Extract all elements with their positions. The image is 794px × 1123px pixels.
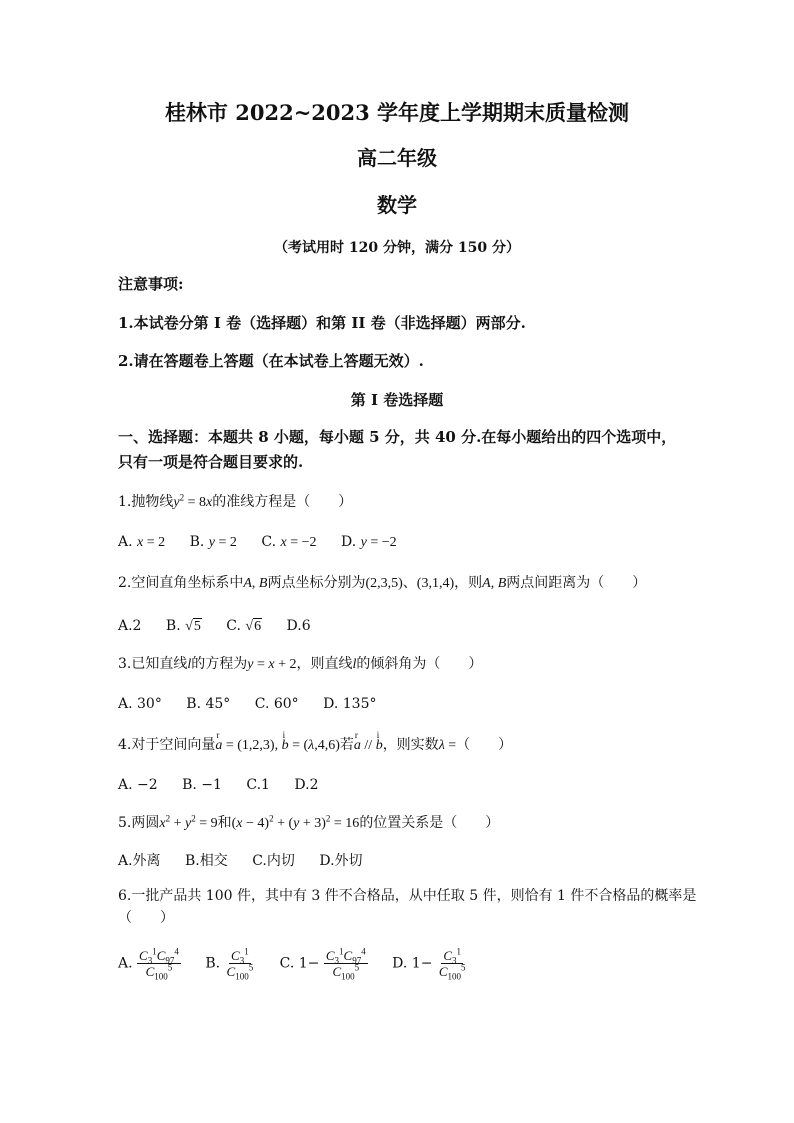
option-d: D. y = −2 xyxy=(340,534,397,550)
question-5-options xyxy=(118,852,383,870)
option-d: D.外切 xyxy=(319,853,363,869)
option-c: C. √6 xyxy=(226,618,262,634)
notice-item-2: 2.请在答题卷上答题（在本试卷上答题无效）. xyxy=(118,352,424,370)
option-c: C. x = −2 xyxy=(261,534,317,550)
question-6-line-2: （ ） xyxy=(118,910,174,926)
option-a: A. 30° xyxy=(118,696,162,712)
exam-time-info: （考试用时 120 分钟，满分 150 分） xyxy=(274,240,520,256)
question-5: 5.两圆$x^2 + y^2 = 9$和$(x - 4)^2 + (y + 3)^2 = 16$的位置关系是（ ） xyxy=(118,813,500,831)
option-c: C.1 xyxy=(246,777,270,793)
option-a: A. −2 xyxy=(118,777,158,793)
grade-heading: 高二年级 xyxy=(357,146,437,170)
question-2: 2.空间直角坐标系中A, B两点坐标分别为(2,3,5)、(3,1,4)，则A, B两点间距离为（ ） xyxy=(118,575,647,591)
option-b: B. √5 xyxy=(165,618,201,634)
question-1: 1.抛物线$y^2 = 8x$的准线方程是（ ） xyxy=(118,492,353,510)
option-d: D. 135° xyxy=(323,696,377,712)
question-3: 3.已知直线l的方程为y = x + 2，则直线l的倾斜角为（ ） xyxy=(118,656,483,672)
option-b: B.相交 xyxy=(185,853,228,869)
option-c: C.内切 xyxy=(252,853,295,869)
section-instruction-1: 一、选择题：本题共 8 小题，每小题 5 分，共 40 分.在每小题给出的四个选项中， xyxy=(118,428,677,446)
option-d: D.6 xyxy=(286,618,311,634)
exam-title: 桂林市 2022~2023 学年度上学期期末质量检测 xyxy=(164,100,630,125)
question-6-options xyxy=(118,946,488,982)
option-b: B. y = 2 xyxy=(189,534,237,550)
question-2-options xyxy=(118,617,331,636)
subject-heading: 数学 xyxy=(377,193,417,217)
option-d: D.2 xyxy=(294,777,319,793)
option-a: A.2 xyxy=(118,618,142,634)
option-b: B. $\frac{C_3^1}{C_{100}^5}$ xyxy=(205,946,254,982)
option-a: A. $\frac{C_3^1C_{97}^4}{C_{100}^5}$ xyxy=(118,946,179,982)
question-4-options xyxy=(118,776,339,794)
question-4: 4.对于空间向量r a = (1,2,3), i b = (λ,4,6)若r a // i b，则实数λ =（ ） xyxy=(118,736,512,755)
option-b: B. 45° xyxy=(186,696,231,712)
notice-item-1: 1.本试卷分第 I 卷（选择题）和第 II 卷（非选择题）两部分. xyxy=(118,314,526,332)
option-c: C. 1− $\frac{C_3^1C_{97}^4}{C_{100}^5}$ xyxy=(279,946,366,982)
question-6-line-1: 6.一批产品共 100 件，其中有 3 件不合格品，从中任取 5 件，则恰有 1 件不合格品的概率是 xyxy=(118,888,697,904)
option-a: A. x = 2 xyxy=(118,534,166,550)
option-a: A.外离 xyxy=(118,853,161,869)
question-1-options xyxy=(118,533,417,552)
notice-heading: 注意事项: xyxy=(118,275,184,293)
section-instruction-2: 只有一项是符合题目要求的. xyxy=(118,453,304,471)
option-c: C. 60° xyxy=(254,696,299,712)
option-b: B. −1 xyxy=(182,777,222,793)
section-title: 第 I 卷选择题 xyxy=(350,391,444,409)
option-d: D. 1− $\frac{C_3^1}{C_{100}^5}$ xyxy=(392,946,466,982)
question-3-options xyxy=(118,695,397,713)
